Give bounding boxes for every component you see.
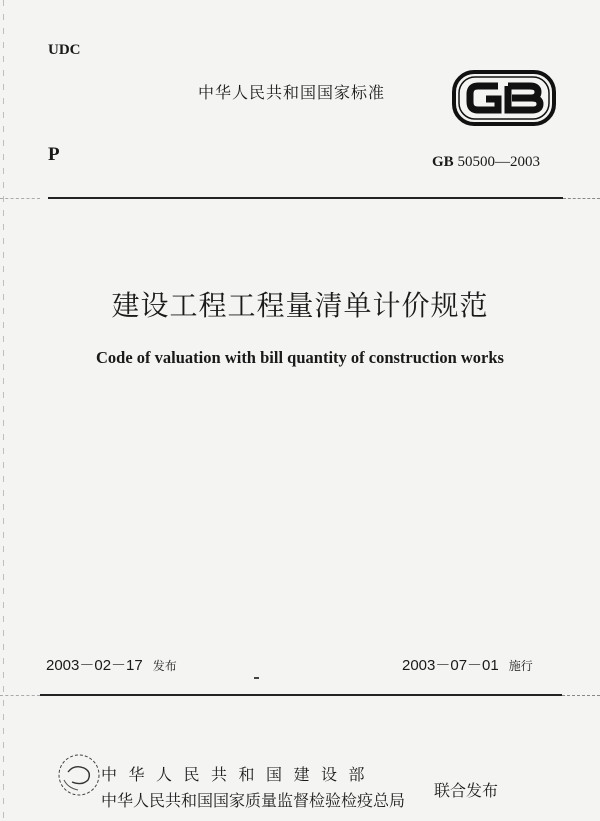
udc-label: UDC xyxy=(48,42,81,58)
title-english: Code of valuation with bill quantity of construction works xyxy=(96,348,504,367)
issuing-org-ministry: 中华人民共和国建设部 xyxy=(101,765,377,784)
joint-issue-label: 联合发布 xyxy=(434,781,499,800)
bottom-rule-left-extension xyxy=(0,695,40,696)
category-letter: P xyxy=(48,144,60,165)
bottom-rule-extension xyxy=(562,695,600,696)
print-speck xyxy=(254,677,259,679)
issue-label: 发布 xyxy=(152,659,177,673)
top-rule-left-extension xyxy=(0,198,40,199)
ministry-seal-icon xyxy=(54,750,104,800)
issuing-org-aqsiq: 中华人民共和国国家质量监督检验检疫总局 xyxy=(101,791,406,810)
implement-label: 施行 xyxy=(508,659,533,673)
top-rule-extension xyxy=(563,198,600,199)
title-chinese: 建设工程工程量清单计价规范 xyxy=(111,289,489,322)
gb-logo-icon xyxy=(452,70,556,126)
issue-date xyxy=(46,654,177,675)
implement-date-value: 2003－07－01 xyxy=(402,657,499,674)
page-edge xyxy=(3,0,4,821)
issuer-title: 中华人民共和国国家标准 xyxy=(198,83,386,102)
bottom-rule xyxy=(40,694,562,696)
standard-code: 50500—2003 xyxy=(457,154,540,170)
top-rule xyxy=(48,197,563,199)
implement-date xyxy=(402,654,533,675)
standard-number xyxy=(432,154,540,171)
standard-prefix: GB xyxy=(432,154,454,170)
issue-date-value: 2003－02－17 xyxy=(46,657,143,674)
